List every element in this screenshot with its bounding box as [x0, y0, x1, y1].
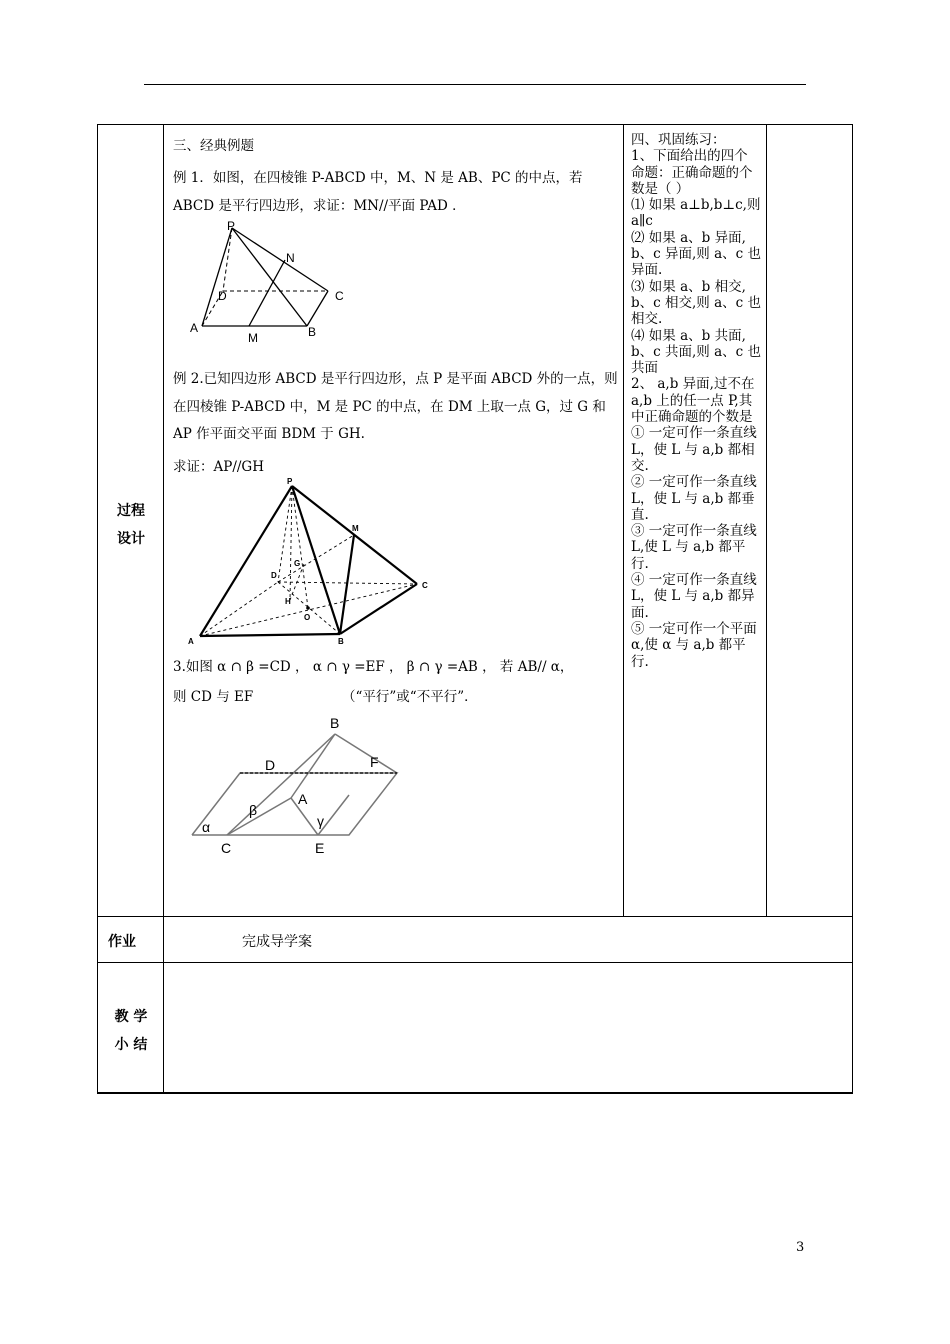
fig1-label-A: A [190, 321, 199, 335]
fig2-label-H: H [285, 597, 291, 606]
question-2-item-3: ③ 一定可作一条直线 L,使 L 与 a,b 都平行. [631, 523, 757, 572]
fig3-label-A: A [298, 791, 308, 807]
homework-content: 完成导学案 [242, 934, 312, 950]
question-2-item-4: ④ 一定可作一条直线 L，使 L 与 a,b 都异面. [631, 572, 757, 621]
fig3-label-beta: β [249, 802, 258, 818]
fig2-label-A: A [188, 637, 194, 646]
fig3-label-B: B [330, 715, 340, 731]
fig2-label-C: C [422, 581, 428, 590]
process-label: 过程 设计 [117, 503, 145, 547]
fig2-label-M: M [352, 524, 359, 533]
fig1-label-P: P [227, 219, 236, 233]
fig3-label-F: F [370, 754, 379, 770]
question-1: 1、下面给出的四个命题：正确命题的个数是（ ） [631, 148, 753, 197]
section-heading: 三、经典例题 [173, 138, 254, 154]
homework-label: 作业 [108, 934, 136, 950]
header-rule [144, 84, 806, 85]
fig3-label-gamma: γ [317, 813, 324, 829]
figure-pyramid-1 [185, 218, 360, 348]
question-2-item-5: ⑤ 一定可作一个平面 α,使 α 与 a,b 都平行. [631, 620, 757, 670]
question-2-item-1: ① 一定可作一条直线 L，使 L 与 a,b 都相交. [631, 425, 757, 474]
example-1-text: 例 1．如图，在四棱锥 P-ABCD 中，M、N 是 AB、PC 的中点，若 ABCD 是平行四边形，求证：MN//平面 PAD ． [173, 170, 583, 214]
question-1-item-3: ⑶ 如果 a、b 相交,b、c 相交,则 a、c 也相交. [631, 278, 761, 328]
fig2-label-D: D [271, 571, 277, 580]
practice-column [631, 132, 761, 670]
practice-heading: 四、巩固练习： [631, 132, 726, 148]
figure-planes [185, 712, 405, 862]
example-3-line-1: 3.如图 α ∩ β =CD ， α ∩ γ =EF ， β ∩ γ =AB ， 若 AB// α， [173, 659, 574, 675]
fig2-label-P: P [287, 477, 293, 486]
question-1-item-4: ⑷ 如果 a、b 共面,b、c 共面,则 a、c 也共面 [631, 327, 761, 377]
fig1-label-N: N [286, 251, 295, 265]
example-3-choice: （“平行”或“不平行”． [342, 689, 478, 705]
fig1-label-B: B [308, 325, 317, 339]
summary-label: 教 学 小 结 [114, 1009, 148, 1053]
fig3-label-E: E [315, 840, 325, 856]
fig1-label-D: D [218, 289, 227, 303]
fig2-label-B: B [338, 637, 344, 646]
fig3-label-D: D [265, 757, 276, 773]
fig3-label-C: C [221, 840, 232, 856]
fig3-label-alpha: α [202, 819, 211, 835]
fig2-label-O: O [304, 613, 311, 622]
fig1-label-M: M [248, 331, 258, 345]
fig2-label-G: G [294, 559, 301, 568]
question-2: 2、 a,b 异面,过不在 a,b 上的任一点 P,其中正确命题的个数是 [631, 376, 755, 426]
question-1-item-1: ⑴ 如果 a⊥b,b⊥c,则 a∥c [631, 197, 761, 230]
question-2-item-2: ② 一定可作一条直线 L，使 L 与 a,b 都垂直. [631, 474, 757, 523]
page-number: 3 [796, 1240, 805, 1255]
example-2-proof: 求证：AP//GH [173, 459, 264, 475]
example-3-line-2: 则 CD 与 EF [173, 689, 254, 705]
figure-pyramid-2 [180, 474, 435, 646]
fig1-label-C: C [335, 289, 344, 303]
question-1-item-2: ⑵ 如果 a、b 异面,b、c 异面,则 a、c 也异面. [631, 229, 761, 279]
example-2-text: 例 2.已知四边形 ABCD 是平行四边形，点 P 是平面 ABCD 外的一点，则在四棱锥 P-ABCD 中，M 是 PC 的中点，在 DM 上取一点 G，过 G 和 AP 作平面交平面 BDM 于 GH. [173, 371, 618, 442]
